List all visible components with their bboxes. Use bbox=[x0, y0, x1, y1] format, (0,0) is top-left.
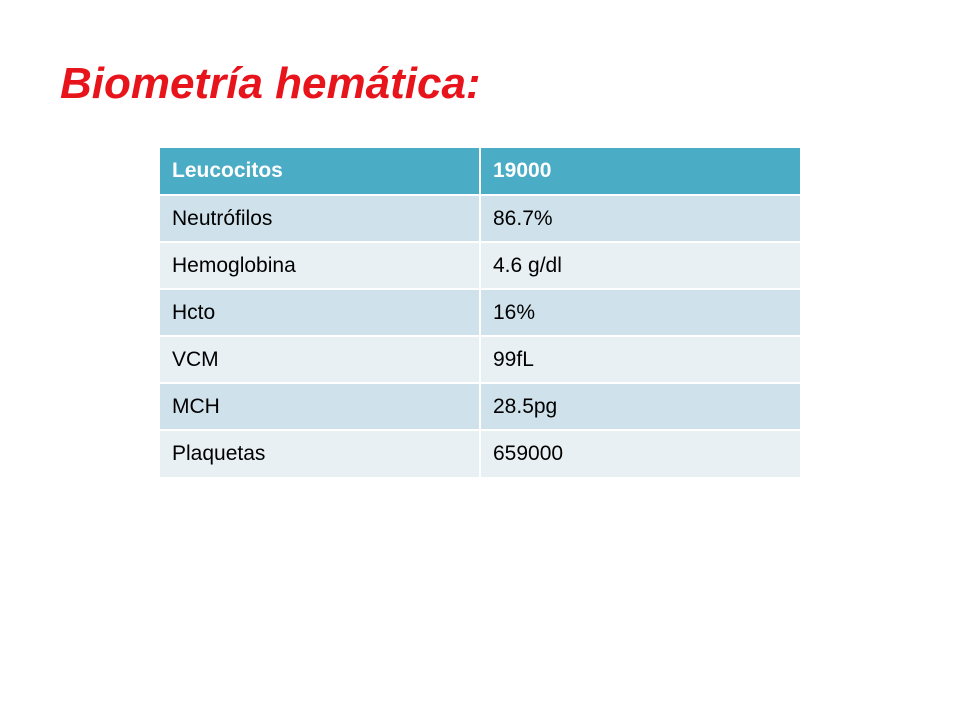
test-name-cell: Hemoglobina bbox=[160, 242, 480, 289]
test-value-cell: 28.5pg bbox=[480, 383, 800, 430]
table-row bbox=[160, 430, 800, 477]
test-value-cell: 16% bbox=[480, 289, 800, 336]
test-name-cell: MCH bbox=[160, 383, 480, 430]
test-value-cell: 659000 bbox=[480, 430, 800, 477]
table-row bbox=[160, 383, 800, 430]
lab-results-table bbox=[160, 148, 800, 477]
table-header-row bbox=[160, 148, 800, 195]
test-name-cell: Hcto bbox=[160, 289, 480, 336]
test-value-cell: 86.7% bbox=[480, 195, 800, 242]
table-row bbox=[160, 195, 800, 242]
slide-title: Biometría hemática: bbox=[60, 59, 481, 108]
header-test-value: 19000 bbox=[480, 148, 800, 195]
test-value-cell: 99fL bbox=[480, 336, 800, 383]
table-row bbox=[160, 242, 800, 289]
test-name-cell: Neutrófilos bbox=[160, 195, 480, 242]
test-name-cell: Plaquetas bbox=[160, 430, 480, 477]
table-row bbox=[160, 336, 800, 383]
test-value-cell: 4.6 g/dl bbox=[480, 242, 800, 289]
test-name-cell: VCM bbox=[160, 336, 480, 383]
header-test-name: Leucocitos bbox=[160, 148, 480, 195]
table-row bbox=[160, 289, 800, 336]
